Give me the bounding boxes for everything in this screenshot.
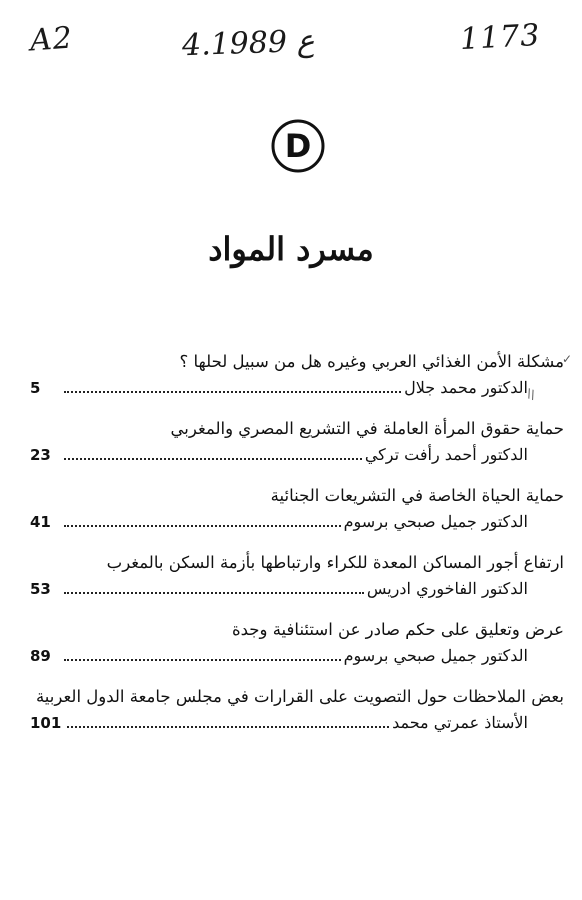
entry-author-row	[30, 644, 564, 668]
page-number: 41	[30, 513, 51, 531]
page-number: 23	[30, 446, 51, 464]
dot-leader	[67, 725, 389, 728]
page-number: 89	[30, 647, 51, 665]
entry-author-row	[30, 376, 564, 400]
entry-author-row	[30, 510, 564, 534]
entry-author: الدكتور الفاخوري ادريس	[366, 579, 528, 598]
entry-title: عرض وتعليق على حكم صادر عن استئنافية وجدة	[231, 620, 564, 639]
entry-author: الدكتور أحمد رأفت تركي	[364, 445, 528, 464]
entry-title: مشكلة الأمن الغذائي العربي وغيره هل من سبيل لحلها ؟	[179, 352, 564, 371]
dot-leader	[64, 390, 401, 393]
dot-leader	[64, 658, 341, 661]
entry-author-row	[30, 443, 564, 467]
dot-leader	[64, 591, 364, 594]
toc-entry	[30, 618, 564, 668]
entry-author: الدكتور محمد جلال	[404, 378, 528, 397]
d-stamp-icon	[270, 118, 326, 174]
page-number: 5	[30, 379, 41, 397]
toc-entry	[30, 417, 564, 467]
handwritten-number: 1173	[459, 17, 542, 58]
dot-leader	[64, 457, 362, 460]
entry-title: حماية الحياة الخاصة في التشريعات الجنائية	[270, 486, 564, 505]
entry-author-row	[30, 711, 564, 735]
toc-entry	[30, 551, 564, 601]
entry-title: ارتفاع أجور المساكن المعدة للكراء وارتباطها بأزمة السكن بالمغرب	[106, 553, 564, 572]
handwritten-code: A2	[28, 20, 74, 59]
entry-author: الأستاذ عمرتي محمد	[392, 713, 528, 732]
page-number: 101	[30, 714, 62, 732]
margin-scribble-icon: \\	[524, 386, 538, 402]
entry-author-row	[30, 577, 564, 601]
margin-tick-icon: ✓	[562, 352, 573, 366]
dot-leader	[64, 524, 341, 527]
toc-entry	[30, 685, 564, 735]
stamp-letter: D	[284, 127, 312, 165]
table-of-contents	[30, 350, 564, 752]
entry-title: حماية حقوق المرأة العاملة في التشريع المصري والمغربي	[170, 419, 564, 438]
page-title: مسرد المواد	[208, 230, 374, 268]
toc-entry	[30, 484, 564, 534]
handwritten-date: 4.ع 1989	[181, 23, 315, 64]
toc-entry	[30, 350, 564, 400]
page-number: 53	[30, 580, 51, 598]
entry-title: بعض الملاحظات حول التصويت على القرارات في مجلس جامعة الدول العربية	[35, 687, 564, 706]
entry-author: الدكتور جميل صبحي برسوم	[343, 512, 528, 531]
entry-author: الدكتور جميل صبحي برسوم	[343, 646, 528, 665]
